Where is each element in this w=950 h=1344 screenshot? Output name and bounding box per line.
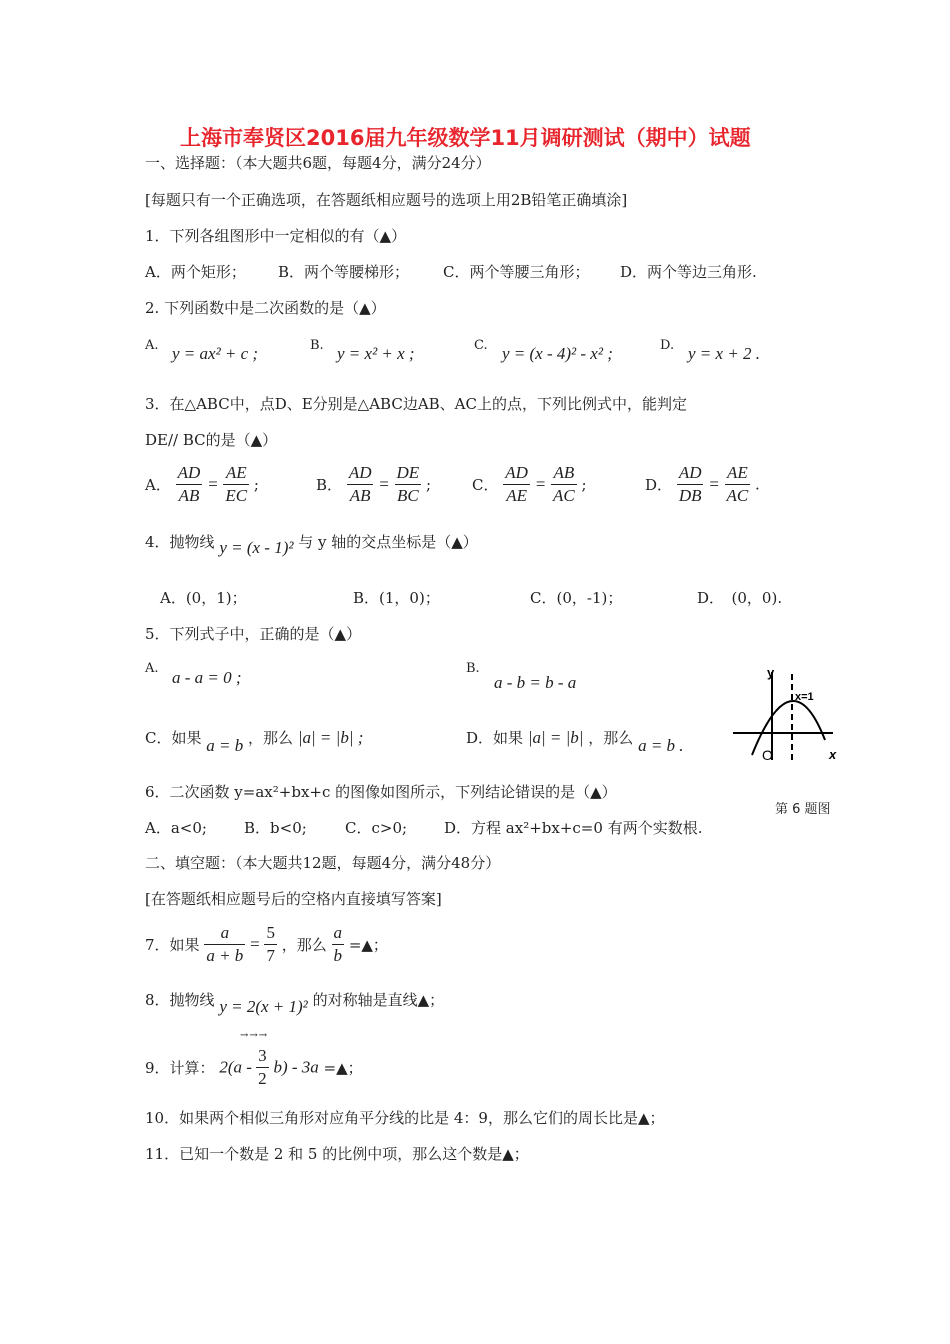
fraction: $\frac{AE}{EC}$ bbox=[225, 463, 248, 505]
q7-pre: 7．如果 bbox=[145, 936, 200, 954]
q2-a-label: A. bbox=[145, 338, 159, 353]
figure-6-graph bbox=[725, 660, 845, 770]
q1-option-a: A．两个矩形； bbox=[145, 263, 246, 281]
q2-b-expr: y = x² + x ; bbox=[337, 344, 415, 363]
q5-option-c bbox=[145, 727, 364, 755]
q2-stem: 2. 下列函数中是二次函数的是（▲） bbox=[145, 299, 386, 317]
q3-c-label: C． bbox=[472, 476, 499, 494]
fraction: $\frac{a}{a + b}$ bbox=[206, 923, 244, 965]
q5-b-expr: a - b = b - a bbox=[494, 673, 577, 692]
q2-a-expr: y = ax² + c ; bbox=[172, 344, 259, 363]
q8-post: 的对称轴是直线▲； bbox=[312, 991, 445, 1009]
q6-option-d: D．方程 ax²+bx+c=0 有两个实数根. bbox=[444, 819, 703, 837]
q4-stem bbox=[145, 531, 478, 557]
fraction: $\frac{AD}{DB}$ bbox=[678, 463, 702, 505]
q4-option-c: C．(0，-1)； bbox=[530, 589, 623, 607]
q8-pre: 8．抛物线 bbox=[145, 991, 215, 1009]
q7-mid: ，那么 bbox=[281, 936, 327, 954]
section1-heading: 一、选择题：（本大题共6题，每题4分，满分24分） bbox=[145, 154, 491, 172]
q5-c-mid: ，那么 bbox=[248, 729, 294, 747]
q5-c-pre: C．如果 bbox=[145, 729, 202, 747]
figure-x-label: x bbox=[829, 747, 837, 762]
q4-option-a: A．(0，1)； bbox=[160, 589, 247, 607]
q5-option-d bbox=[466, 727, 684, 755]
q10: 10．如果两个相似三角形对应角平分线的比是 4：9，那么它们的周长比是▲； bbox=[145, 1109, 665, 1127]
q3-option-d: D． $\frac{AD}{DB}$ = $\frac{AE}{AC}$ . bbox=[645, 463, 760, 505]
q5-stem: 5．下列式子中，正确的是（▲） bbox=[145, 625, 362, 643]
q3-option-a: A． $\frac{AD}{AB}$ = $\frac{AE}{EC}$ ; bbox=[145, 463, 259, 505]
q9-expr-b: b) - 3a bbox=[273, 1057, 319, 1077]
q2-c-expr: y = (x - 4)² - x² ; bbox=[502, 344, 613, 363]
q5-d-res: a = b . bbox=[638, 736, 684, 755]
q5-a-label: A. bbox=[145, 661, 159, 676]
q9-vector-arrows: →→→ bbox=[240, 1030, 269, 1041]
section1-note: [每题只有一个正确选项，在答题纸相应题号的选项上用2B铅笔正确填涂] bbox=[145, 191, 628, 209]
q7-post: =▲； bbox=[348, 936, 388, 954]
q8-expr: y = 2(x + 1)² bbox=[219, 997, 308, 1016]
q6-option-b: B．b<0; bbox=[244, 819, 307, 837]
q5-d-cond: |a| = |b| bbox=[527, 728, 584, 747]
q1-option-b: B．两个等腰梯形； bbox=[278, 263, 410, 281]
q6-stem: 6．二次函数 y=ax²+bx+c 的图像如图所示，下列结论错误的是（▲） bbox=[145, 783, 617, 801]
q6-option-c: C．c>0; bbox=[345, 819, 408, 837]
figure-axis-label: x=1 bbox=[795, 691, 814, 703]
q1-option-c: C．两个等腰三角形； bbox=[443, 263, 590, 281]
q1-stem: 1．下列各组图形中一定相似的有（▲） bbox=[145, 227, 407, 245]
fraction: $\frac{AE}{AC}$ bbox=[726, 463, 749, 505]
fraction: $\frac{5}{7}$ bbox=[266, 923, 275, 965]
q3-stem-line2: DE// BC的是（▲） bbox=[145, 431, 278, 449]
fraction: $\frac{3}{2}$ bbox=[258, 1046, 267, 1088]
figure-6-caption: 第 6 题图 bbox=[775, 802, 831, 817]
q5-d-pre: D．如果 bbox=[466, 729, 524, 747]
q9-pre: 9．计算： bbox=[145, 1059, 215, 1077]
q5-d-mid: ，那么 bbox=[588, 729, 634, 747]
page-title: 上海市奉贤区2016届九年级数学11月调研测试（期中）试题 bbox=[180, 126, 751, 150]
section2-note: [在答题纸相应题号后的空格内直接填写答案] bbox=[145, 890, 442, 908]
q3-b-label: B． bbox=[316, 476, 343, 494]
fraction: $\frac{DE}{BC}$ bbox=[396, 463, 420, 505]
q3-option-c: C． $\frac{AD}{AE}$ = $\frac{AB}{AC}$ ; bbox=[472, 463, 587, 505]
q9-post: =▲； bbox=[323, 1059, 363, 1077]
fraction: $\frac{AD}{AE}$ bbox=[505, 463, 528, 505]
q7-eq: = bbox=[250, 934, 260, 954]
q2-d-expr: y = x + 2 . bbox=[688, 344, 761, 363]
fraction: $\frac{AD}{AB}$ bbox=[348, 463, 372, 505]
q2-b-label: B. bbox=[310, 338, 324, 353]
fraction: $\frac{AD}{AB}$ bbox=[177, 463, 201, 505]
figure-origin-label: O bbox=[762, 747, 773, 763]
q4-option-b: B．(1，0)； bbox=[353, 589, 440, 607]
q5-c-res: |a| = |b| ; bbox=[297, 728, 364, 747]
q1-option-d: D．两个等边三角形. bbox=[620, 263, 757, 281]
q8 bbox=[145, 989, 445, 1016]
q5-b-label: B. bbox=[466, 661, 480, 676]
section2-heading: 二、填空题：（本大题共12题，每题4分，满分48分） bbox=[145, 854, 501, 872]
q7 bbox=[145, 922, 388, 967]
q2-c-label: C. bbox=[474, 338, 488, 353]
q3-a-label: A． bbox=[145, 476, 171, 494]
q9-expr-a: 2(a - bbox=[219, 1057, 257, 1077]
q4-stem-pre: 4．抛物线 bbox=[145, 533, 215, 551]
q3-d-label: D． bbox=[645, 476, 673, 494]
q4-stem-expr: y = (x - 1)² bbox=[219, 538, 294, 557]
q6-option-a: A．a<0; bbox=[145, 819, 207, 837]
q11: 11．已知一个数是 2 和 5 的比例中项，那么这个数是▲； bbox=[145, 1145, 529, 1163]
q4-option-d: D． (0，0). bbox=[697, 589, 783, 607]
q5-c-cond: a = b bbox=[206, 736, 244, 755]
fraction: $\frac{AB}{AC}$ bbox=[552, 463, 575, 505]
q9 bbox=[145, 1045, 363, 1090]
q5-a-expr: a - a = 0 ; bbox=[172, 668, 242, 687]
q4-stem-post: 与 y 轴的交点坐标是（▲） bbox=[298, 533, 478, 551]
q2-d-label: D. bbox=[660, 338, 675, 353]
figure-y-label: y bbox=[767, 665, 775, 680]
q3-stem-line1: 3．在△ABC中，点D、E分别是△ABC边AB、AC上的点，下列比例式中，能判定 bbox=[145, 395, 687, 413]
fraction: $\frac{a}{b}$ bbox=[333, 923, 343, 965]
q3-option-b: B． $\frac{AD}{AB}$ = $\frac{DE}{BC}$ ; bbox=[316, 463, 432, 505]
